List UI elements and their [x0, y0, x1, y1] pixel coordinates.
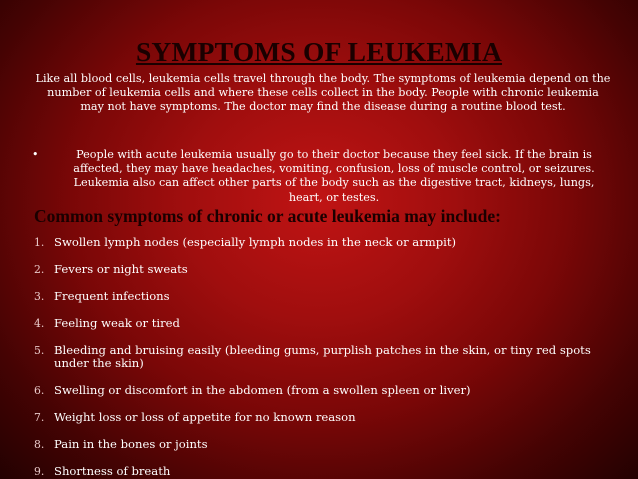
list-item [34, 290, 624, 303]
list-item-text: Feeling weak or tired [54, 316, 180, 330]
symptom-list [34, 236, 624, 479]
list-item [34, 317, 624, 330]
list-item [34, 438, 624, 451]
list-item-text: Weight loss or loss of appetite for no known reason [54, 410, 356, 424]
list-item [34, 344, 624, 370]
list-item-text: Frequent infections [54, 289, 170, 303]
list-item-number: 7. [34, 411, 45, 424]
list-item [34, 263, 624, 276]
list-item-number: 4. [34, 317, 45, 330]
list-item-number: 3. [34, 290, 45, 303]
list-item [34, 384, 624, 397]
list-item [34, 236, 624, 249]
list-item-text: Shortness of breath [54, 464, 171, 478]
list-item-text: Bleeding and bruising easily (bleeding gums, purplish patches in the skin, or tiny red spots under the skin) [54, 343, 591, 370]
list-item-text: Swelling or discomfort in the abdomen (from a swollen spleen or liver) [54, 383, 471, 397]
list-item [34, 465, 624, 478]
list-item-number: 9. [34, 465, 45, 478]
list-item-text: Fevers or night sweats [54, 262, 188, 276]
list-item-number: 5. [34, 344, 45, 357]
list-item [34, 411, 624, 424]
intro-paragraph: Like all blood cells, leukemia cells travel through the body. The symptoms of leukemia depend on the number of leukemia cells and where these cells collect in the body. People with chronic leukemia may not have symptoms. The doctor may find the disease during a routine blood test. [35, 72, 611, 114]
list-item-number: 8. [34, 438, 45, 451]
list-item-number: 1. [34, 236, 45, 249]
list-item-number: 6. [34, 384, 45, 397]
acute-leukemia-bullet [34, 148, 612, 205]
symptoms-subheading: Common symptoms of chronic or acute leukemia may include: [34, 206, 501, 226]
list-item-text: Pain in the bones or joints [54, 437, 208, 451]
bullet-dot-icon: • [32, 148, 39, 161]
list-item-text: Swollen lymph nodes (especially lymph nodes in the neck or armpit) [54, 235, 457, 249]
bullet-text: People with acute leukemia usually go to their doctor because they feel sick. If the brain is affected, they may have headaches, vomiting, confusion, loss of muscle control, or seizures. Leukemia also can affect other parts of the body such as the digestive tract, kidneys, lungs, heart, or testes. [73, 148, 595, 204]
list-item-number: 2. [34, 263, 45, 276]
slide-title: SYMPTOMS OF LEUKEMIA [135, 36, 503, 67]
